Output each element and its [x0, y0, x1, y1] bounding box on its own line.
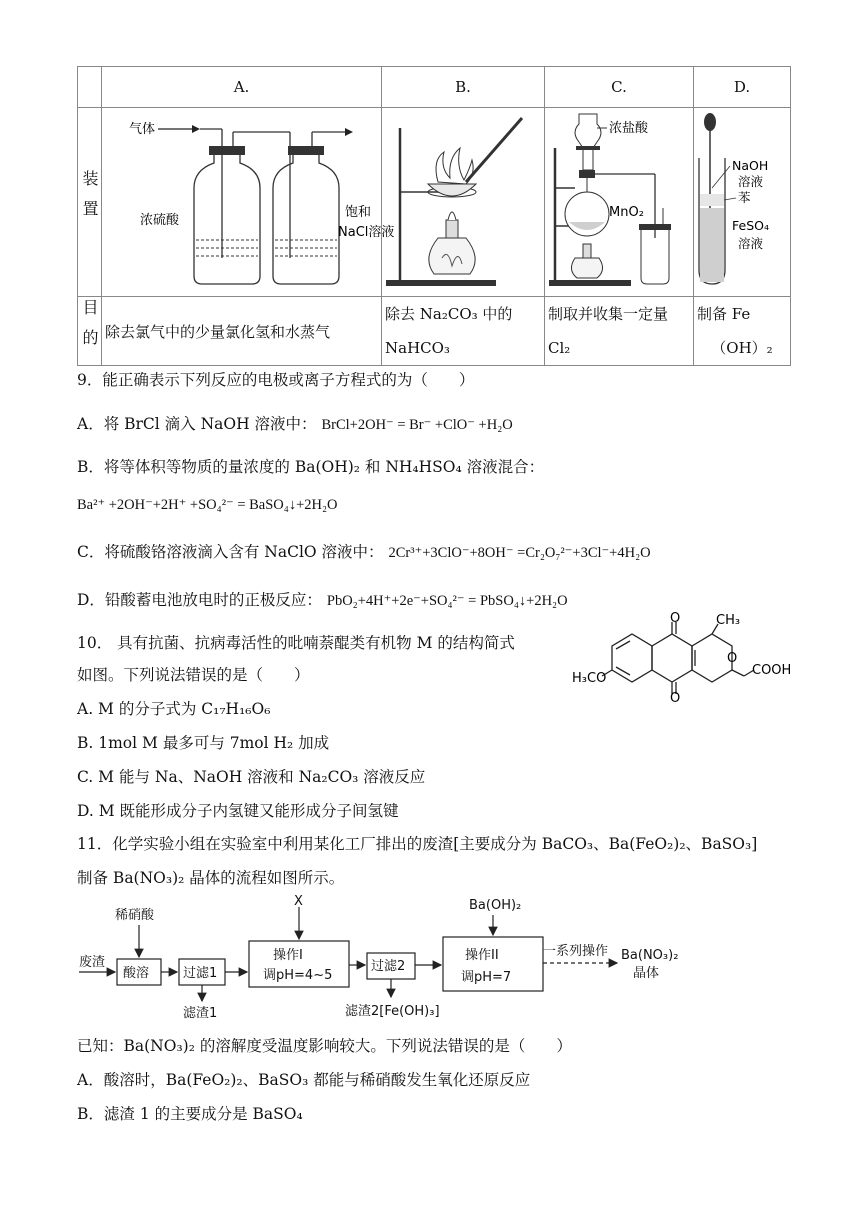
q9-a-text: A．将 BrCl 滴入 NaOH 溶液中：	[77, 415, 317, 433]
reagent1-a-label: NaOH	[732, 158, 769, 173]
q10-option-b: B. 1mol M 最多可与 7mol H₂ 加成	[77, 734, 330, 752]
product-line1: Ba(NO₃)₂	[621, 948, 679, 963]
filter2-box: 过滤2	[371, 959, 406, 974]
apparatus-c-diagram	[545, 108, 693, 292]
q9-c-equation: 2Cr³⁺+3ClO⁻+8OH⁻ =Cr₂O₇²⁻+3Cl⁻+4H₂O	[388, 545, 651, 561]
molecule-m-structure	[572, 612, 792, 704]
q10-stem-line1: 10． 具有抗菌、抗病毒活性的吡喃萘醌类有机物 M 的结构简式	[77, 634, 515, 652]
experiment-table	[77, 66, 791, 366]
apparatus-d-diagram	[694, 108, 790, 292]
header-d: D.	[694, 67, 791, 108]
oxide-label: MnO₂	[609, 205, 644, 220]
op1-line1: 操作I	[273, 948, 303, 963]
left-liquid-label: 浓硫酸	[140, 213, 180, 228]
filter1-box: 过滤1	[183, 966, 218, 981]
q9-option-c	[77, 540, 651, 562]
q10-option-d: D. M 既能形成分子内氢键又能形成分子间氢键	[77, 802, 399, 820]
layer-label: 苯	[738, 190, 751, 205]
header-c: C.	[545, 67, 694, 108]
process-flowchart	[77, 893, 717, 1023]
ring-o-label: O	[727, 651, 738, 666]
op2-line2: 调pH=7	[461, 970, 512, 985]
q10-stem-line2: 如图。下列说法错误的是（ ）	[77, 666, 310, 684]
q11-known: 已知：Ba(NO₃)₂ 的溶解度受温度影响较大。下列说法错误的是（ ）	[77, 1037, 572, 1055]
series-label: 一系列操作	[543, 944, 609, 959]
right-liquid-label-1: 饱和	[345, 205, 372, 220]
purpose-d-line2: （OH）₂	[711, 339, 773, 357]
reagent1-b-label: 溶液	[738, 174, 764, 189]
q11-option-a: A．酸溶时，Ba(FeO₂)₂、BaSO₃ 都能与稀硝酸发生氧化还原反应	[77, 1071, 531, 1089]
reagent2-a-label: FeSO₄	[732, 218, 769, 233]
q9-stem: 9．能正确表示下列反应的电极或离子方程式的为（ ）	[77, 371, 475, 389]
carbonyl-o-bottom: O	[670, 691, 681, 706]
q10-option-c: C. M 能与 Na、NaOH 溶液和 Na₂CO₃ 溶液反应	[77, 768, 426, 786]
x-reagent-label: X	[294, 894, 303, 909]
q9-a-equation: BrCl+2OH⁻ = Br⁻ +ClO⁻ +H₂O	[321, 417, 513, 433]
waste-label: 废渣	[79, 955, 106, 970]
purpose-c-line1: 制取并收集一定量	[548, 305, 669, 323]
purpose-a: 除去氯气中的少量氯化氢和水蒸气	[102, 297, 382, 366]
q9-d-equation: PbO₂+4H⁺+2e⁻+SO₄²⁻ = PbSO₄↓+2H₂O	[326, 593, 568, 609]
reagent2-b-label: 溶液	[738, 236, 764, 251]
dissolve-box: 酸溶	[123, 966, 150, 981]
q9-b-text: B．将等体积等物质的量浓度的 Ba(OH)₂ 和 NH₄HSO₄ 溶液混合：	[77, 458, 545, 476]
header-a: A.	[102, 67, 382, 108]
apparatus-b-diagram	[382, 108, 544, 292]
q9-b-equation: Ba²⁺ +2OH⁻+2H⁺ +SO₄²⁻ = BaSO₄↓+2H₂O	[77, 497, 338, 513]
op2-line1: 操作II	[465, 948, 499, 963]
q10-option-a: A. M 的分子式为 C₁₇H₁₆O₆	[77, 700, 271, 718]
purpose-b-line2: NaHCO₃	[385, 339, 450, 357]
baoh-label: Ba(OH)₂	[469, 898, 522, 913]
gas-label: 气体	[129, 122, 156, 137]
q9-option-a	[77, 412, 513, 434]
row-label-apparatus: 装置	[80, 170, 99, 230]
q9-option-d	[77, 588, 568, 610]
q9-c-text: C．将硫酸铬溶液滴入含有 NaClO 溶液中：	[77, 543, 384, 561]
q11-option-b: B．滤渣 1 的主要成分是 BaSO₄	[77, 1105, 303, 1123]
carbonyl-o-top: O	[670, 611, 681, 626]
corner-cell	[78, 67, 102, 108]
q9-d-text: D．铅酸蓄电池放电时的正极反应：	[77, 591, 322, 609]
header-b: B.	[382, 67, 545, 108]
row-label-purpose: 目的	[80, 299, 99, 359]
purpose-d-line1: 制备 Fe	[697, 305, 751, 323]
residue1-label: 滤渣1	[183, 1006, 218, 1021]
product-line2: 晶体	[633, 966, 660, 981]
q11-stem-line2: 制备 Ba(NO₃)₂ 晶体的流程如图所示。	[77, 869, 345, 887]
purpose-b-line1: 除去 Na₂CO₃ 中的	[385, 305, 513, 323]
apparatus-a-diagram	[102, 108, 395, 292]
op1-line2: 调pH=4~5	[263, 968, 333, 983]
acid-label: 稀硝酸	[115, 908, 155, 923]
methyl-label: CH₃	[716, 613, 741, 628]
q11-stem-line1: 11．化学实验小组在实验室中利用某化工厂排出的废渣[主要成分为 BaCO₃、Ba(FeO₂)₂、BaSO₃]	[77, 835, 758, 853]
residue2-label: 滤渣2[Fe(OH)₃]	[345, 1004, 440, 1019]
purpose-c-line2: Cl₂	[548, 339, 571, 357]
acid-group-label: COOH	[752, 663, 792, 678]
right-liquid-label-2: NaCl溶液	[338, 225, 395, 240]
acid-label: 浓盐酸	[609, 121, 649, 136]
methoxy-label: H₃CO	[572, 671, 607, 686]
